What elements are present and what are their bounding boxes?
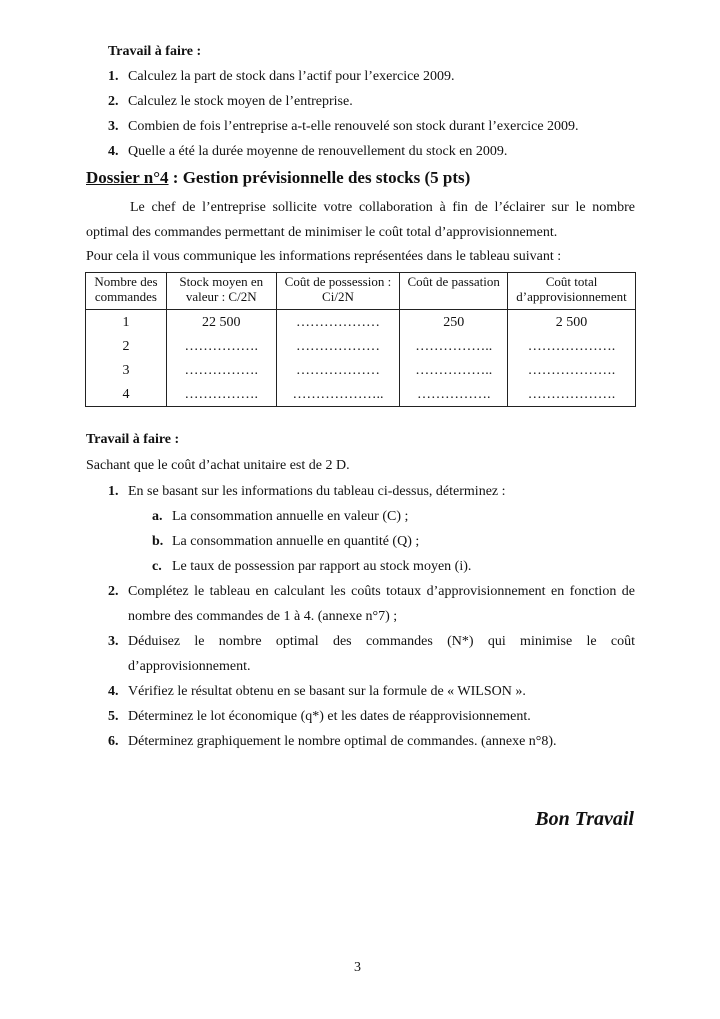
supply-cost-table — [85, 272, 636, 407]
task-item: 2. Calculez le stock moyen de l’entreprise. — [108, 94, 353, 109]
table-cell: ……………. — [400, 382, 508, 407]
tasks-title-1: Travail à faire : — [108, 44, 202, 59]
intro-line-1: Le chef de l’entreprise sollicite votre collaboration à fin de l’éclairer sur le nombre — [130, 200, 635, 215]
given-statement: Sachant que le coût d’achat unitaire est de 2 D. — [86, 458, 350, 473]
table-cell: …………….. — [400, 334, 508, 358]
sub-item: c. Le taux de possession par rapport au stock moyen (i). — [152, 559, 472, 574]
task-item: 6. Déterminez graphiquement le nombre optimal de commandes. (annexe n°8). — [108, 734, 557, 749]
dossier-heading: Dossier n°4 : Gestion prévisionnelle des stocks (5 pts) — [86, 168, 471, 187]
table-cell: 250 — [400, 310, 508, 335]
table-cell: ……………. — [166, 382, 276, 407]
table-cell: …………….. — [400, 358, 508, 382]
page-number: 3 — [354, 960, 361, 975]
table-header: Stock moyen en valeur : C/2N — [166, 273, 276, 310]
table-cell: 1 — [86, 310, 167, 335]
table-header-row — [86, 273, 636, 310]
table-row — [86, 358, 636, 382]
table-cell: ……………. — [166, 358, 276, 382]
table-cell: ……………. — [166, 334, 276, 358]
table-cell: ……………… — [276, 358, 400, 382]
table-cell: ………………. — [508, 382, 636, 407]
table-cell: 4 — [86, 382, 167, 407]
table-cell: 2 500 — [508, 310, 636, 335]
sub-item: a. La consommation annuelle en valeur (C) ; — [152, 509, 409, 524]
table-header: Nombre des commandes — [86, 273, 167, 310]
table-cell: ………………. — [508, 334, 636, 358]
task-item-continued: nombre des commandes de 1 à 4. (annexe n°7) ; — [128, 609, 398, 624]
table-cell: ……………… — [276, 310, 400, 335]
table-cell: ……………… — [276, 334, 400, 358]
table-row — [86, 310, 636, 335]
intro-line-2: optimal des commandes permettant de minimiser le coût total d’approvisionnement. — [86, 225, 558, 240]
task-item: 5. Déterminez le lot économique (q*) et les dates de réapprovisionnement. — [108, 709, 531, 724]
table-cell: 3 — [86, 358, 167, 382]
task-item: 2. Complétez le tableau en calculant les coûts totaux d’approvisionnement en fonction de — [108, 584, 635, 599]
closing-text: Bon Travail — [535, 808, 634, 830]
sub-item: b. La consommation annuelle en quantité (Q) ; — [152, 534, 420, 549]
table-cell: ………………. — [508, 358, 636, 382]
task-item: 4. Vérifiez le résultat obtenu en se basant sur la formule de « WILSON ». — [108, 684, 526, 699]
task-item: 1. Calculez la part de stock dans l’actif pour l’exercice 2009. — [108, 69, 455, 84]
task-item-continued: d’approvisionnement. — [128, 659, 251, 674]
table-cell: ……………….. — [276, 382, 400, 407]
tasks-title-2: Travail à faire : — [86, 432, 180, 447]
intro-line-3: Pour cela il vous communique les informations représentées dans le tableau suivant : — [86, 249, 562, 264]
table-row — [86, 382, 636, 407]
task-item: 1. En se basant sur les informations du tableau ci-dessus, déterminez : — [108, 484, 506, 499]
table-cell: 2 — [86, 334, 167, 358]
table-row — [86, 334, 636, 358]
table-cell: 22 500 — [166, 310, 276, 335]
task-item: 3. Combien de fois l’entreprise a-t-elle renouvelé son stock durant l’exercice 2009. — [108, 119, 579, 134]
task-item: 4. Quelle a été la durée moyenne de renouvellement du stock en 2009. — [108, 144, 508, 159]
task-item: 3. Déduisez le nombre optimal des commandes (N*) qui minimise le coût — [108, 634, 635, 649]
table-header: Coût de possession : Ci/2N — [276, 273, 400, 310]
table-header: Coût total d’approvisionnement — [508, 273, 636, 310]
table-header: Coût de passation — [400, 273, 508, 310]
